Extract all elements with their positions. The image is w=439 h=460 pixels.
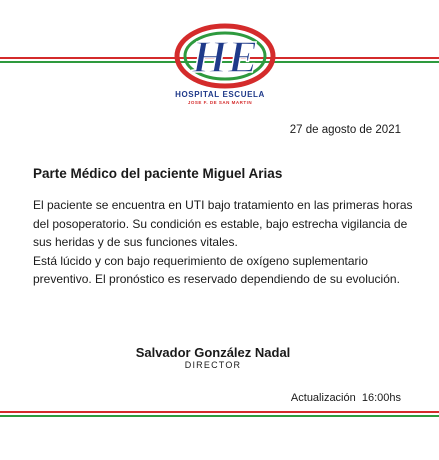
signer-name: Salvador González Nadal (135, 345, 291, 360)
signer-role: DIRECTOR (184, 360, 242, 370)
footer-stripe (0, 411, 439, 418)
logo-letters: HE (191, 31, 259, 82)
logo-org-name: HOSPITAL ESCUELA (175, 90, 265, 99)
document-body (33, 196, 413, 289)
document-date: 27 de agosto de 2021 (289, 124, 401, 136)
logo-org-sub: JOSE F. DE SAN MARTIN (187, 100, 253, 105)
red-line (0, 411, 439, 413)
document-title: Parte Médico del paciente Miguel Arias (33, 166, 283, 181)
update-time: Actualización 16:00hs (290, 392, 401, 404)
green-line (0, 415, 439, 417)
body-paragraph-2: Está lúcido y con bajo requerimiento de oxígeno suplementario preventivo. El pronóstico es reservado dependiendo de su evolución. (33, 253, 400, 286)
body-paragraph-1: El paciente se encuentra en UTI bajo tratamiento en las primeras horas del posoperatorio. Su condición es estable, bajo estrecha vigilancia de sus heridas y de sus funciones vitales. (33, 198, 413, 249)
